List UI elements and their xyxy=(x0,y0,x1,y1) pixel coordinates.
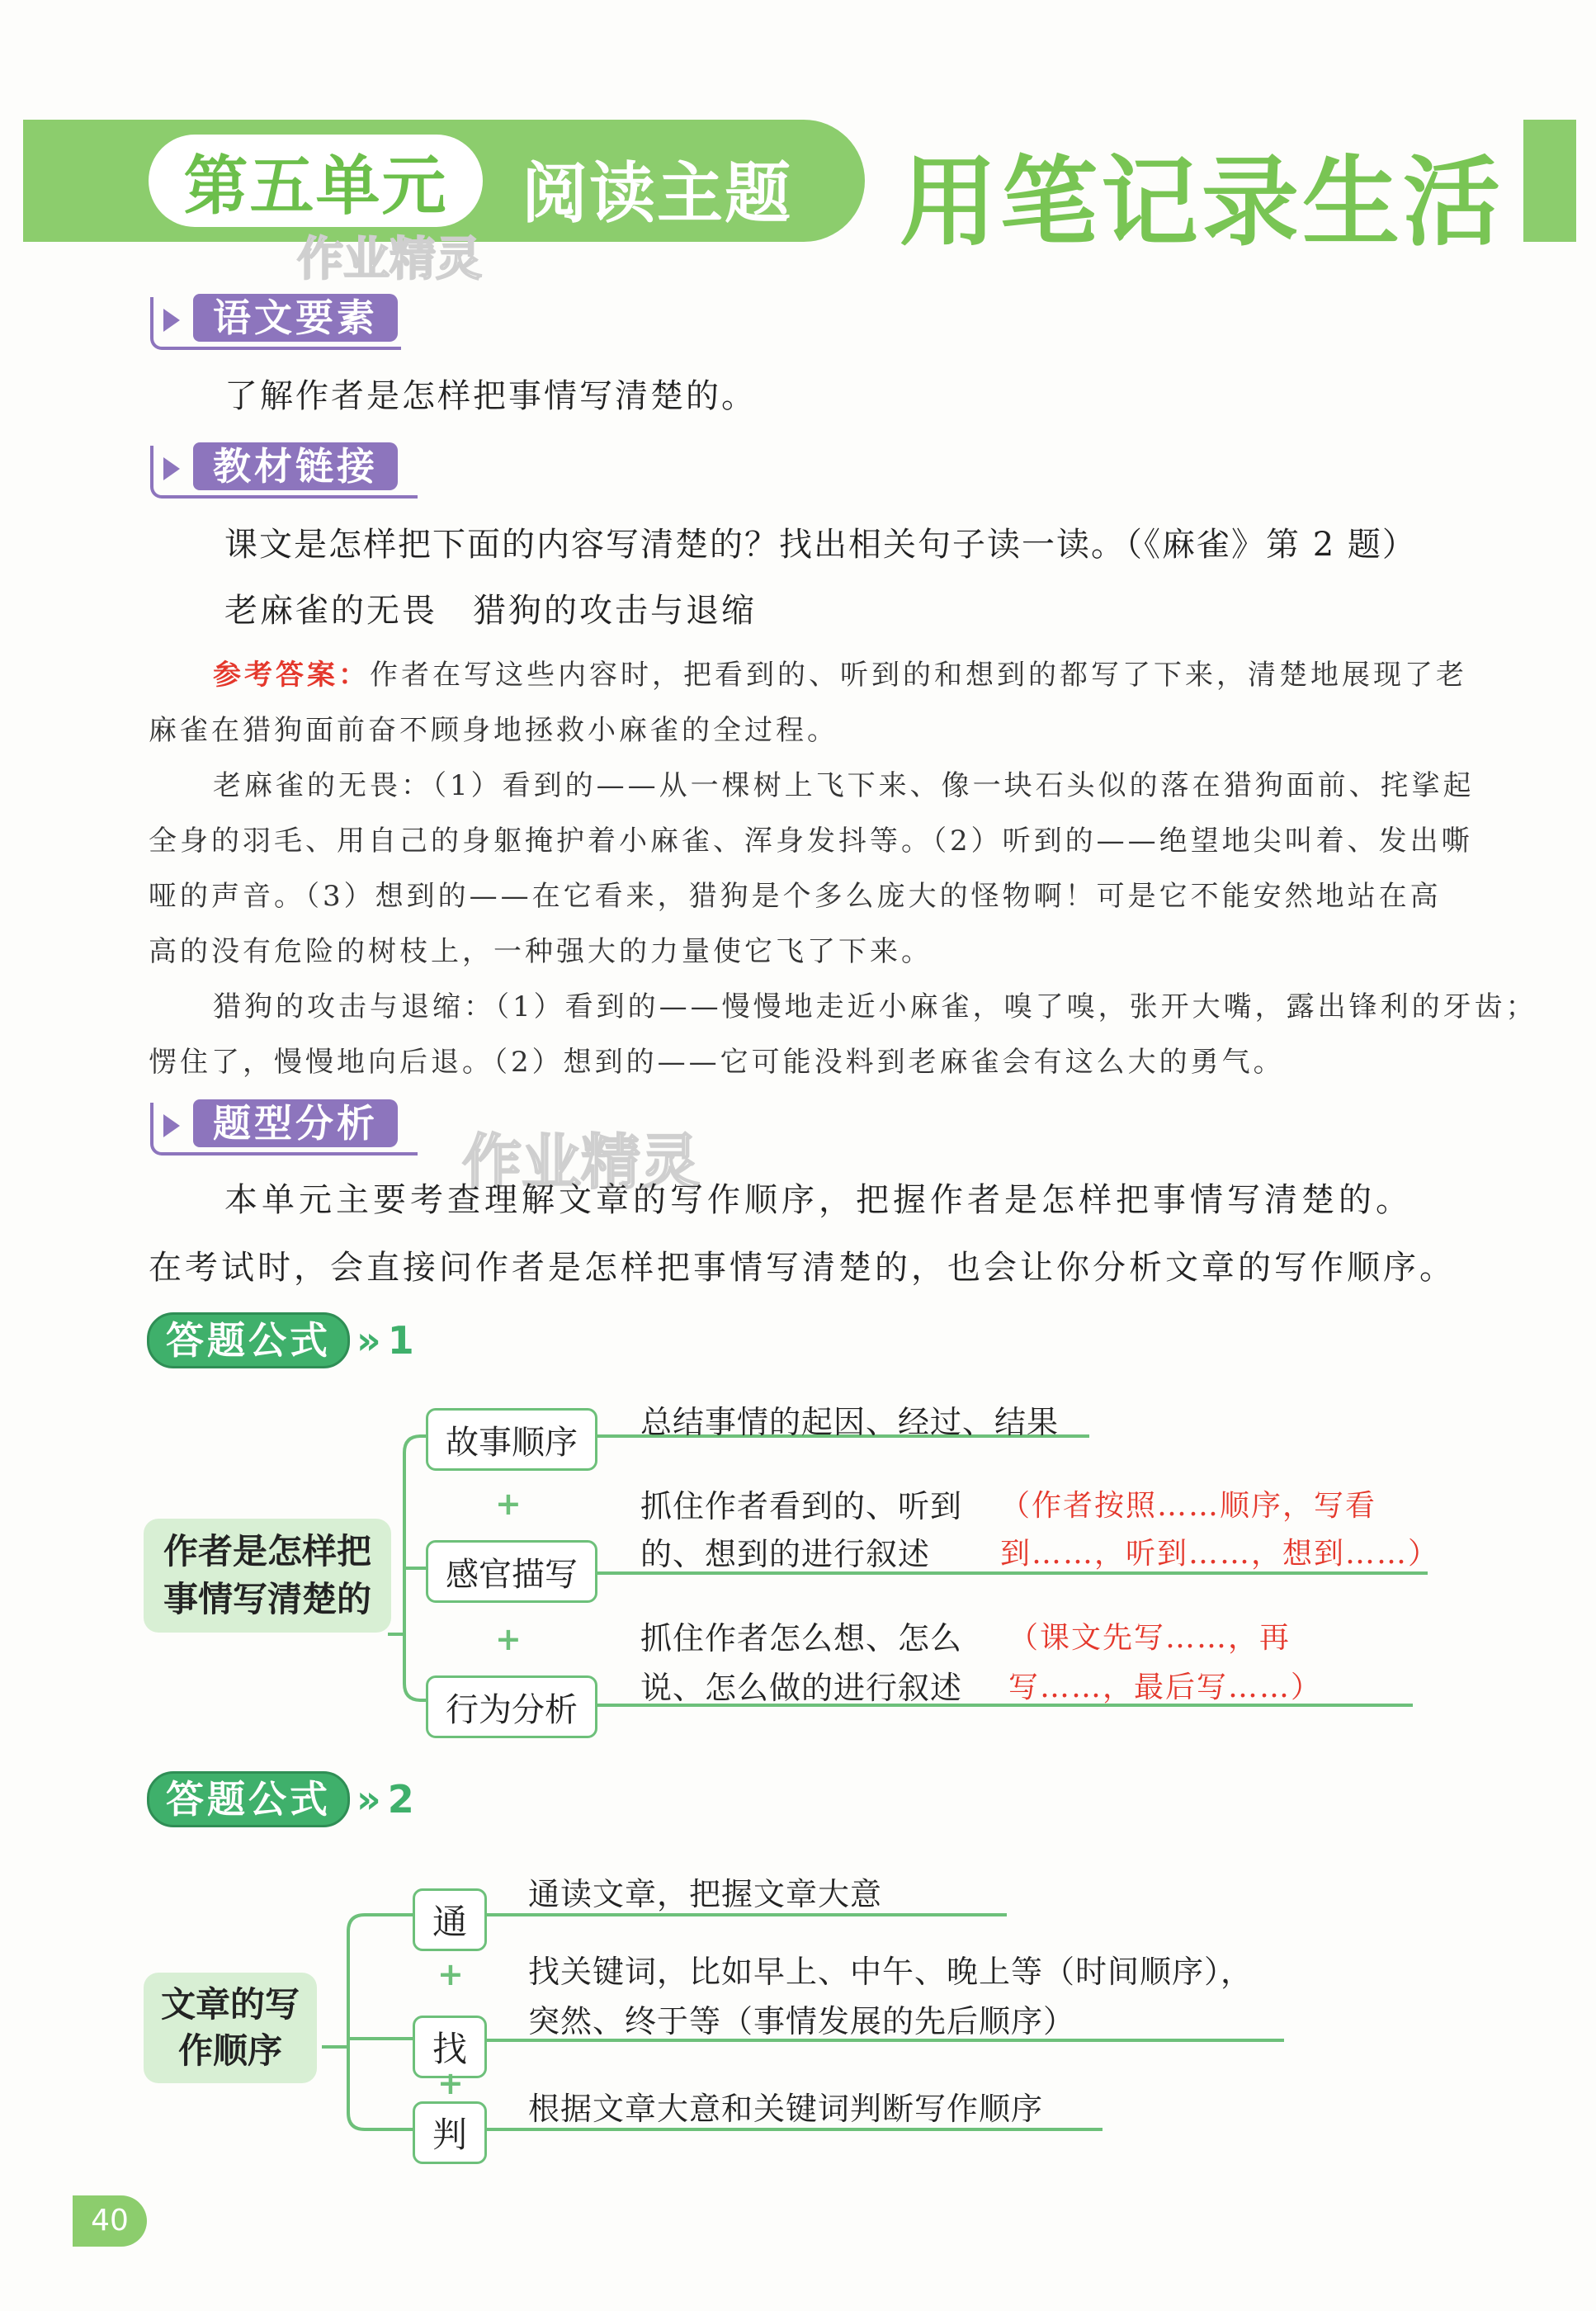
branch2-template-2: 到……，听到……，想到……） xyxy=(1000,1537,1440,1571)
node-read-through: 通 xyxy=(413,1888,487,1951)
branch2-text-1: 抓住作者看到的、听到 xyxy=(640,1488,963,1524)
formula2-root: 文章的写 作顺序 xyxy=(144,1973,317,2083)
section-label: 教材链接 xyxy=(193,442,398,490)
watermark: 作业精灵 xyxy=(462,1127,701,1197)
answer-line-7: 猎狗的攻击与退缩：（1）看到的——慢慢地走近小麻雀，嗅了嗅，张开大嘴，露出锋利的牙齿； xyxy=(213,990,1537,1023)
answer-line-5: 哑的声音。（3）想到的——在它看来，猎狗是个多么庞大的怪物啊！可是它不能安然地站在高 xyxy=(149,880,1442,913)
page-title: 用笔记录生活 xyxy=(900,145,1504,259)
unit-label: 第五单元 xyxy=(183,149,448,224)
plus-icon: + xyxy=(437,2065,464,2101)
answer-line-8: 愣住了，慢慢地向后退。（2）想到的——它可能没料到老麻雀会有这么大的勇气。 xyxy=(149,1046,1285,1079)
formula-label: 答题公式 xyxy=(147,1771,350,1827)
reading-theme-label: 阅读主题 xyxy=(522,155,792,232)
plus-icon: + xyxy=(495,1486,522,1522)
branch2-template-1: （作者按照……顺序，写看 xyxy=(1000,1489,1377,1523)
answer-line-6: 高的没有危险的树枝上，一种强大的力量使它飞了下来。 xyxy=(149,935,933,968)
answer-line-1: 参考答案：作者在写这些内容时，把看到的、听到的和想到的都写了下来，清楚地展现了老 xyxy=(213,659,1467,692)
branch3-text-1: 抓住作者怎么想、怎么 xyxy=(640,1620,963,1656)
analysis-line-1: 本单元主要考查理解文章的写作顺序，把握作者是怎样把事情写清楚的。 xyxy=(224,1181,1413,1219)
formula-number: 1 xyxy=(387,1318,414,1363)
answer-line-4: 全身的羽毛、用自己的身躯掩护着小麻雀、浑身发抖等。（2）听到的——绝望地尖叫着、发出嘶 xyxy=(149,825,1473,858)
formula-tag-2 xyxy=(147,1771,414,1827)
watermark: 作业精灵 xyxy=(297,233,482,286)
question-topics: 老麻雀的无畏 猎狗的攻击与退缩 xyxy=(224,592,757,630)
formula1-root: 作者是怎样把 事情写清楚的 xyxy=(144,1519,391,1633)
branch3-template-2: 写……，最后写……） xyxy=(1008,1671,1323,1704)
double-chevron-icon: » xyxy=(357,1777,381,1822)
node-story-order: 故事顺序 xyxy=(426,1408,597,1471)
plus-icon: + xyxy=(495,1621,522,1657)
formula-number: 2 xyxy=(387,1777,414,1822)
section-label: 语文要素 xyxy=(193,294,398,342)
node-find: 找 xyxy=(413,2016,487,2078)
branch2-text-2: 的、想到的进行叙述 xyxy=(640,1536,931,1572)
answer-line-3: 老麻雀的无畏：（1）看到的——从一棵树上飞下来、像一块石头似的落在猎狗面前、挓挲起 xyxy=(213,769,1475,802)
branch1-text: 总结事情的起因、经过、结果 xyxy=(640,1404,1060,1440)
node-behavior-analysis: 行为分析 xyxy=(426,1675,597,1738)
f2-branch2-text-1: 找关键词，比如早上、中午、晚上等（时间顺序）， xyxy=(528,1954,1254,1990)
section-text: 了解作者是怎样把事情写清楚的。 xyxy=(224,377,757,415)
node-sensory-description: 感官描写 xyxy=(426,1540,597,1603)
f2-branch2-text-2: 突然、终于等（事情发展的先后顺序） xyxy=(528,2003,1076,2039)
f2-branch3-text: 根据文章大意和关键词判断写作顺序 xyxy=(528,2091,1044,2127)
answer-line-2: 麻雀在猎狗面前奋不顾身地拯救小麻雀的全过程。 xyxy=(149,714,838,747)
branch3-text-2: 说、怎么做的进行叙述 xyxy=(640,1670,963,1706)
analysis-line-2: 在考试时，会直接问作者是怎样把事情写清楚的，也会让你分析文章的写作顺序。 xyxy=(149,1249,1456,1287)
f2-branch1-text: 通读文章，把握文章大意 xyxy=(528,1876,883,1912)
section-label: 题型分析 xyxy=(193,1099,398,1147)
answer-label: 参考答案： xyxy=(213,659,370,692)
node-judge: 判 xyxy=(413,2101,487,2164)
branch3-template-1: （课文先写……，再 xyxy=(1008,1621,1291,1655)
textbook-question: 课文是怎样把下面的内容写清楚的？找出相关句子读一读。（《麻雀》第 2 题） xyxy=(224,526,1417,564)
formula-label: 答题公式 xyxy=(147,1312,350,1368)
page-number: 40 xyxy=(73,2195,147,2247)
plus-icon: + xyxy=(437,1956,464,1992)
double-chevron-icon: » xyxy=(357,1318,381,1363)
